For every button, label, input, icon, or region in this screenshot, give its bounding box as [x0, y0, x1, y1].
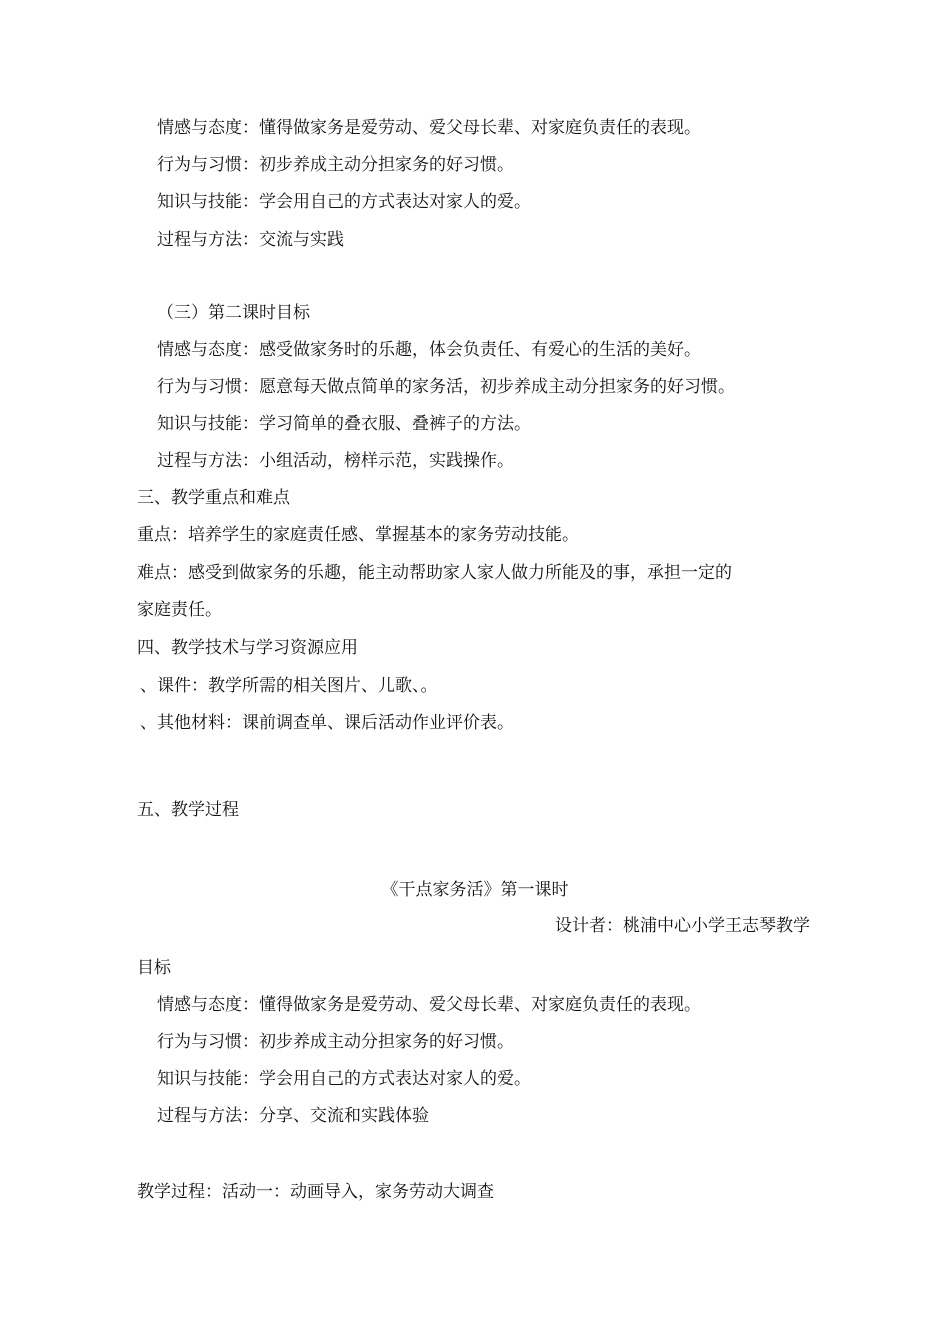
lesson-goal-process: 过程与方法：分享、交流和实践体验 — [157, 1106, 429, 1126]
goal-behavior: 行为与习惯：初步养成主动分担家务的好习惯。 — [157, 155, 514, 175]
goal-knowledge: 知识与技能：学会用自己的方式表达对家人的爱。 — [157, 192, 531, 212]
lesson-title: 《干点家务活》第一课时 — [381, 880, 569, 900]
section-four-heading: 四、教学技术与学习资源应用 — [137, 638, 358, 658]
lesson-activity-one: 教学过程：活动一：动画导入，家务劳动大调查 — [137, 1182, 494, 1202]
goal-process: 过程与方法：交流与实践 — [157, 230, 344, 250]
lesson-goal-behavior: 行为与习惯：初步养成主动分担家务的好习惯。 — [157, 1032, 514, 1052]
difficulty-line-1: 难点：感受到做家务的乐趣，能主动帮助家人家人做力所能及的事，承担一定的 — [137, 563, 732, 583]
lesson-goal-emotion: 情感与态度：懂得做家务是爱劳动、爱父母长辈、对家庭负责任的表现。 — [157, 995, 701, 1015]
key-point: 重点：培养学生的家庭责任感、掌握基本的家务劳动技能。 — [137, 525, 579, 545]
resource-courseware: 、课件：教学所需的相关图片、儿歌、。 — [140, 676, 438, 696]
resource-materials: 、其他材料：课前调查单、课后活动作业评价表。 — [140, 713, 514, 733]
lesson-goals-label: 目标 — [137, 958, 171, 978]
lesson-goal-knowledge: 知识与技能：学会用自己的方式表达对家人的爱。 — [157, 1069, 531, 1089]
second-goal-behavior: 行为与习惯：愿意每天做点简单的家务活，初步养成主动分担家务的好习惯。 — [157, 377, 735, 397]
second-lesson-heading: （三）第二课时目标 — [157, 303, 310, 323]
second-goal-knowledge: 知识与技能：学习简单的叠衣服、叠裤子的方法。 — [157, 414, 531, 434]
lesson-designer: 设计者：桃浦中心小学王志琴教学 — [555, 916, 810, 936]
second-goal-process: 过程与方法：小组活动，榜样示范，实践操作。 — [157, 451, 514, 471]
section-three-heading: 三、教学重点和难点 — [137, 488, 290, 508]
second-goal-emotion: 情感与态度：感受做家务时的乐趣，体会负责任、有爱心的生活的美好。 — [157, 340, 701, 360]
difficulty-line-2: 家庭责任。 — [137, 600, 222, 620]
section-five-heading: 五、教学过程 — [137, 800, 239, 820]
goal-emotion: 情感与态度：懂得做家务是爱劳动、爱父母长辈、对家庭负责任的表现。 — [157, 118, 701, 138]
